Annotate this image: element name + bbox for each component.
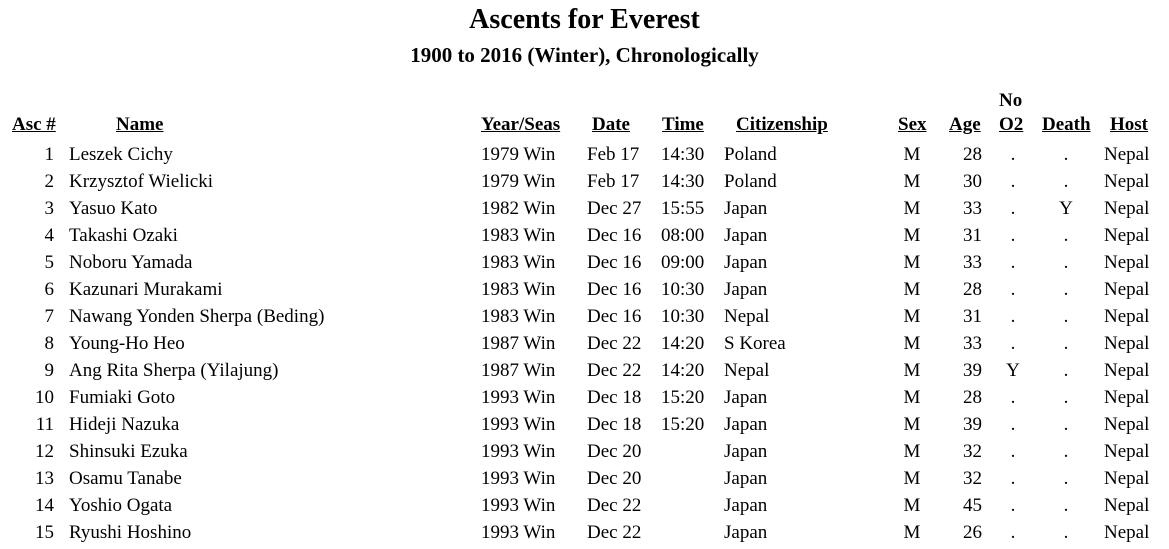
cell-yearseas: 1982 Win: [481, 198, 556, 219]
cell-name: Fumiaki Goto: [69, 387, 176, 408]
cell-death: .: [1063, 144, 1069, 165]
cell-date: Dec 22: [587, 522, 642, 543]
cell-yearseas: 1993 Win: [481, 387, 556, 408]
header-death: Death: [1042, 114, 1091, 135]
cell-age: 31: [963, 306, 982, 327]
page-subtitle: 1900 to 2016 (Winter), Chronologically: [410, 43, 759, 67]
cell-citizenship: Japan: [724, 522, 768, 543]
cell-name: Noboru Yamada: [69, 252, 193, 273]
cell-noo2: Y: [1006, 360, 1020, 381]
cell-citizenship: Poland: [724, 144, 777, 165]
table-row: [0, 465, 1169, 492]
cell-asc: 11: [35, 414, 54, 435]
cell-citizenship: Japan: [724, 441, 768, 462]
cell-noo2: .: [1010, 225, 1016, 246]
cell-age: 28: [963, 144, 982, 165]
cell-age: 28: [963, 387, 982, 408]
cell-citizenship: Japan: [724, 387, 768, 408]
cell-death: .: [1063, 468, 1069, 489]
table-row: [0, 357, 1169, 384]
table-row: [0, 411, 1169, 438]
cell-date: Dec 20: [587, 468, 642, 489]
table-row: [0, 519, 1169, 546]
cell-time: 14:30: [661, 144, 705, 165]
cell-sex: M: [903, 225, 921, 246]
cell-death: .: [1063, 495, 1069, 516]
header-name: Name: [116, 114, 164, 135]
cell-host: Nepal: [1104, 333, 1150, 354]
cell-sex: M: [903, 333, 921, 354]
cell-death: .: [1063, 252, 1069, 273]
cell-death: .: [1063, 414, 1069, 435]
cell-time: 15:20: [661, 414, 705, 435]
header-host: Host: [1110, 114, 1148, 135]
cell-sex: M: [903, 441, 921, 462]
cell-sex: M: [903, 171, 921, 192]
cell-yearseas: 1983 Win: [481, 252, 556, 273]
cell-citizenship: Japan: [724, 198, 768, 219]
table-row: [0, 330, 1169, 357]
cell-age: 31: [963, 225, 982, 246]
cell-death: .: [1063, 333, 1069, 354]
cell-death: .: [1063, 522, 1069, 543]
cell-time: 14:20: [661, 333, 705, 354]
cell-citizenship: Nepal: [724, 306, 770, 327]
table-row: [0, 249, 1169, 276]
cell-noo2: .: [1010, 441, 1016, 462]
cell-asc: 1: [44, 144, 54, 165]
cell-citizenship: Japan: [724, 414, 768, 435]
cell-noo2: .: [1010, 333, 1016, 354]
cell-noo2: .: [1010, 387, 1016, 408]
cell-age: 33: [963, 252, 982, 273]
cell-asc: 3: [44, 198, 54, 219]
cell-yearseas: 1979 Win: [481, 144, 556, 165]
cell-host: Nepal: [1104, 495, 1150, 516]
cell-asc: 5: [44, 252, 54, 273]
cell-time: 08:00: [661, 225, 705, 246]
cell-citizenship: Japan: [724, 252, 768, 273]
cell-date: Feb 17: [587, 171, 640, 192]
header-date: Date: [592, 114, 630, 135]
cell-age: 28: [963, 279, 982, 300]
cell-yearseas: 1993 Win: [481, 522, 556, 543]
table-row: [0, 438, 1169, 465]
cell-date: Dec 22: [587, 495, 642, 516]
cell-asc: 10: [35, 387, 54, 408]
cell-citizenship: Japan: [724, 225, 768, 246]
cell-asc: 6: [44, 279, 54, 300]
cell-host: Nepal: [1104, 225, 1150, 246]
header-age: Age: [949, 114, 981, 135]
cell-time: 09:00: [661, 252, 705, 273]
cell-host: Nepal: [1104, 360, 1150, 381]
cell-yearseas: 1983 Win: [481, 279, 556, 300]
cell-time: 14:30: [661, 171, 705, 192]
cell-date: Dec 16: [587, 225, 642, 246]
cell-name: Shinsuki Ezuka: [69, 441, 188, 462]
cell-yearseas: 1983 Win: [481, 225, 556, 246]
cell-sex: M: [903, 252, 921, 273]
cell-host: Nepal: [1104, 306, 1150, 327]
cell-noo2: .: [1010, 468, 1016, 489]
cell-asc: 15: [35, 522, 54, 543]
cell-sex: M: [903, 414, 921, 435]
cell-asc: 8: [44, 333, 54, 354]
header-sex: Sex: [898, 114, 927, 135]
cell-yearseas: 1993 Win: [481, 468, 556, 489]
cell-citizenship: Nepal: [724, 360, 770, 381]
cell-age: 30: [963, 171, 982, 192]
cell-name: Leszek Cichy: [69, 144, 173, 165]
cell-sex: M: [903, 306, 921, 327]
cell-name: Hideji Nazuka: [69, 414, 180, 435]
cell-death: .: [1063, 441, 1069, 462]
cell-noo2: .: [1010, 414, 1016, 435]
header-asc: Asc #: [12, 114, 56, 135]
cell-time: 14:20: [661, 360, 705, 381]
cell-host: Nepal: [1104, 522, 1150, 543]
header-noo2-top: No: [999, 90, 1023, 111]
cell-time: 10:30: [661, 279, 705, 300]
cell-age: 26: [963, 522, 982, 543]
cell-date: Dec 22: [587, 333, 642, 354]
table-row: [0, 276, 1169, 303]
cell-asc: 7: [44, 306, 54, 327]
cell-noo2: .: [1010, 279, 1016, 300]
cell-sex: M: [903, 144, 921, 165]
cell-host: Nepal: [1104, 252, 1150, 273]
cell-noo2: .: [1010, 144, 1016, 165]
cell-sex: M: [903, 468, 921, 489]
cell-yearseas: 1993 Win: [481, 414, 556, 435]
cell-host: Nepal: [1104, 468, 1150, 489]
cell-date: Dec 20: [587, 441, 642, 462]
cell-yearseas: 1993 Win: [481, 441, 556, 462]
cell-time: 15:20: [661, 387, 705, 408]
cell-date: Dec 16: [587, 252, 642, 273]
cell-age: 32: [963, 468, 982, 489]
cell-name: Young-Ho Heo: [69, 333, 185, 354]
cell-date: Dec 18: [587, 387, 642, 408]
cell-date: Dec 22: [587, 360, 642, 381]
cell-name: Krzysztof Wielicki: [69, 171, 213, 192]
header-noo2: O2: [999, 114, 1024, 135]
header-time: Time: [662, 114, 704, 135]
cell-name: Osamu Tanabe: [69, 468, 182, 489]
cell-sex: M: [903, 360, 921, 381]
cell-noo2: .: [1010, 252, 1016, 273]
page-title: Ascents for Everest: [469, 4, 700, 35]
cell-host: Nepal: [1104, 387, 1150, 408]
cell-host: Nepal: [1104, 171, 1150, 192]
cell-death: .: [1063, 279, 1069, 300]
cell-date: Dec 16: [587, 279, 642, 300]
cell-noo2: .: [1010, 198, 1016, 219]
cell-name: Yoshio Ogata: [69, 495, 173, 516]
cell-name: Nawang Yonden Sherpa (Beding): [69, 306, 325, 327]
cell-name: Ryushi Hoshino: [69, 522, 192, 543]
cell-sex: M: [903, 387, 921, 408]
cell-asc: 2: [44, 171, 54, 192]
header-yearseas: Year/Seas: [481, 114, 561, 135]
cell-sex: M: [903, 495, 921, 516]
cell-date: Dec 27: [587, 198, 642, 219]
cell-death: .: [1063, 171, 1069, 192]
cell-sex: M: [903, 522, 921, 543]
cell-yearseas: 1979 Win: [481, 171, 556, 192]
cell-host: Nepal: [1104, 198, 1150, 219]
cell-age: 32: [963, 441, 982, 462]
cell-host: Nepal: [1104, 144, 1150, 165]
header-citizenship: Citizenship: [736, 114, 828, 135]
cell-date: Dec 16: [587, 306, 642, 327]
cell-citizenship: Japan: [724, 468, 768, 489]
cell-asc: 12: [35, 441, 54, 462]
table-row: [0, 168, 1169, 195]
cell-noo2: .: [1010, 522, 1016, 543]
cell-yearseas: 1983 Win: [481, 306, 556, 327]
cell-time: 10:30: [661, 306, 705, 327]
cell-age: 33: [963, 198, 982, 219]
cell-asc: 9: [44, 360, 54, 381]
table-row: [0, 492, 1169, 519]
table-row: [0, 222, 1169, 249]
cell-host: Nepal: [1104, 414, 1150, 435]
cell-citizenship: Poland: [724, 171, 777, 192]
cell-name: Yasuo Kato: [69, 198, 158, 219]
table-row: [0, 384, 1169, 411]
cell-name: Takashi Ozaki: [69, 225, 178, 246]
cell-date: Feb 17: [587, 144, 640, 165]
cell-death: .: [1063, 360, 1069, 381]
cell-yearseas: 1993 Win: [481, 495, 556, 516]
cell-citizenship: Japan: [724, 279, 768, 300]
table-row: [0, 303, 1169, 330]
cell-time: 15:55: [661, 198, 705, 219]
cell-age: 33: [963, 333, 982, 354]
cell-death: .: [1063, 306, 1069, 327]
cell-name: Ang Rita Sherpa (Yilajung): [69, 360, 279, 381]
cell-death: Y: [1059, 198, 1073, 219]
cell-date: Dec 18: [587, 414, 642, 435]
cell-sex: M: [903, 198, 921, 219]
cell-asc: 13: [35, 468, 54, 489]
cell-citizenship: S Korea: [724, 333, 786, 354]
cell-age: 45: [963, 495, 982, 516]
cell-asc: 4: [44, 225, 54, 246]
cell-noo2: .: [1010, 495, 1016, 516]
cell-yearseas: 1987 Win: [481, 360, 556, 381]
cell-asc: 14: [35, 495, 54, 516]
table-row: [0, 141, 1169, 168]
cell-death: .: [1063, 387, 1069, 408]
cell-death: .: [1063, 225, 1069, 246]
cell-age: 39: [963, 360, 982, 381]
cell-sex: M: [903, 279, 921, 300]
cell-noo2: .: [1010, 306, 1016, 327]
cell-host: Nepal: [1104, 441, 1150, 462]
cell-citizenship: Japan: [724, 495, 768, 516]
cell-host: Nepal: [1104, 279, 1150, 300]
table-row: [0, 195, 1169, 222]
cell-name: Kazunari Murakami: [69, 279, 223, 300]
cell-age: 39: [963, 414, 982, 435]
cell-noo2: .: [1010, 171, 1016, 192]
cell-yearseas: 1987 Win: [481, 333, 556, 354]
